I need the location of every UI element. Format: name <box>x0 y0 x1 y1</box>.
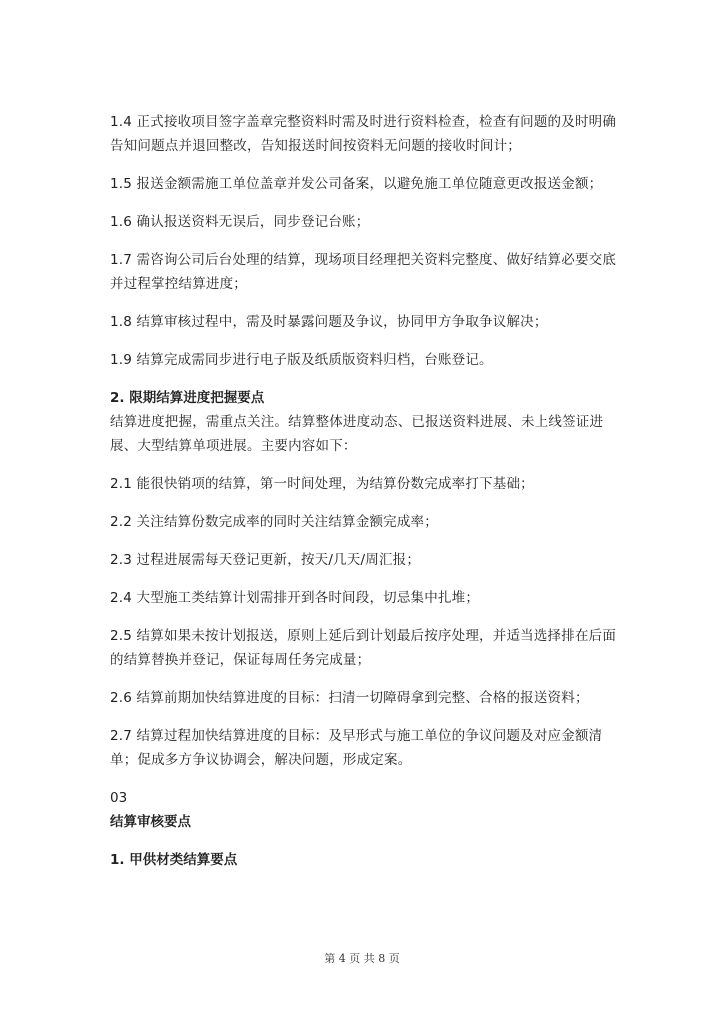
paragraph-2-3: 2.3 过程进展需每天登记更新，按天/几天/周汇报； <box>110 552 421 568</box>
paragraph-2-5: 2.5 结算如果未按计划报送，原则上延后到计划最后按序处理，并适当选择排在后面的结算替换并登记，保证每周任务完成量； <box>110 628 617 668</box>
paragraph-1-7: 1.7 需咨询公司后台处理的结算，现场项目经理把关资料完整度、做好结算必要交底并过程掌控结算进度； <box>110 252 617 292</box>
paragraph-1-8: 1.8 结算审核过程中，需及时暴露问题及争议，协同甲方争取争议解决； <box>110 314 548 330</box>
paragraph-1-5: 1.5 报送金额需施工单位盖章并发公司备案，以避免施工单位随意更改报送金额； <box>110 176 603 192</box>
document-body <box>110 110 622 872</box>
section-2-intro: 结算进度把握，需重点关注。结算整体进度动态、已报送资料进展、未上线签证进展、大型结算单项进展。主要内容如下： <box>110 414 604 454</box>
section-3-subheading: 1. 甲供材类结算要点 <box>110 852 238 868</box>
section-3-number: 03 <box>110 790 128 806</box>
paragraph-1-4: 1.4 正式接收项目签字盖章完整资料时需及时进行资料检查，检查有问题的及时明确告知问题点并退回整改，告知报送时间按资料无问题的接收时间计； <box>110 114 617 154</box>
paragraph-2-1: 2.1 能很快销项的结算，第一时间处理，为结算份数完成率打下基础； <box>110 476 534 492</box>
paragraph-1-6: 1.6 确认报送资料无误后，同步登记台账； <box>110 214 370 230</box>
paragraph-2-6: 2.6 结算前期加快结算进度的目标：扫清一切障碍拿到完整、合格的报送资料； <box>110 690 589 706</box>
section-2-heading: 2. 限期结算进度把握要点 <box>110 390 265 406</box>
paragraph-2-7: 2.7 结算过程加快结算进度的目标：及早形式与施工单位的争议问题及对应金额清单；促成多方争议协调会，解决问题，形成定案。 <box>110 728 603 768</box>
section-3-title: 结算审核要点 <box>110 814 191 830</box>
paragraph-1-9: 1.9 结算完成需同步进行电子版及纸质版资料归档，台账登记。 <box>110 352 493 368</box>
paragraph-2-2: 2.2 关注结算份数完成率的同时关注结算金额完成率； <box>110 514 438 530</box>
page-number-footer: 第 4 页 共 8 页 <box>324 952 400 965</box>
paragraph-2-4: 2.4 大型施工类结算计划需排开到各时间段，切忌集中扎堆； <box>110 590 480 606</box>
